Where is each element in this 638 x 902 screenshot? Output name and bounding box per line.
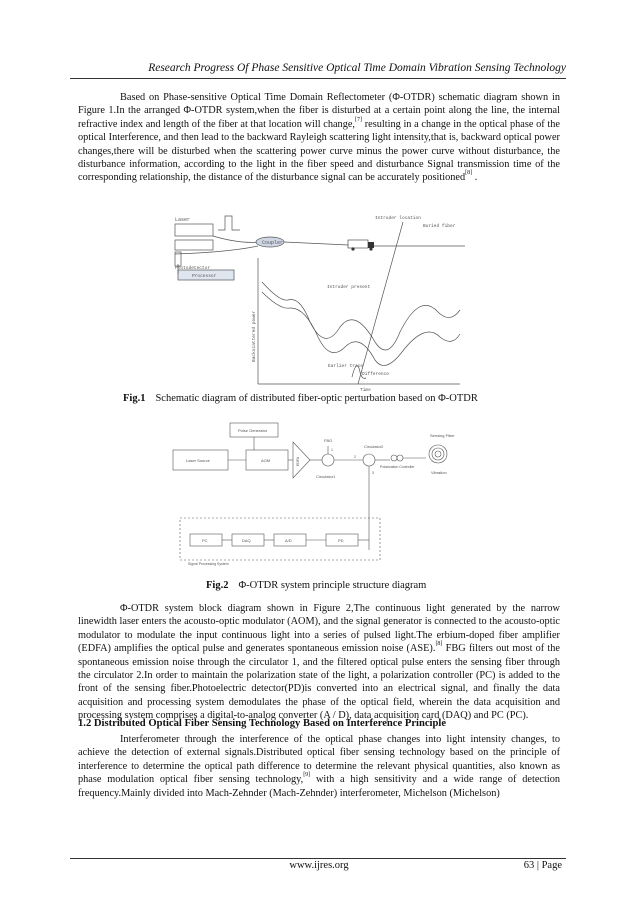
figure-2-label: Fig.2 [206,580,229,591]
label-laser-source: Laser Source [186,458,210,463]
footer-rule [70,858,566,859]
figure-2-diagram [168,418,488,568]
label-pd: PD [338,538,344,543]
label-buried-fiber: Buried fiber [423,224,456,229]
intruder-present-curve [262,282,460,350]
truck-cab [368,242,374,248]
pulse-shape [218,216,240,230]
figure-2-caption-text: Φ-OTDR system principle structure diagram [238,580,427,591]
header-rule [70,78,566,79]
label-fbg: FBG [324,438,333,443]
label-processor: Processor [192,274,217,279]
label-difference: Difference [362,372,390,377]
running-header: Research Progress Of Phase Sensitive Optical Time Domain Vibration Sensing Technology [148,62,566,74]
section-heading: 1.2 Distributed Optical Fiber Sensing Technology Based on Interference Principle [78,718,447,729]
figure-2-caption [206,580,426,591]
label-intruder-location: Intruder location [375,216,421,221]
earlier-trace-curve [262,292,460,365]
signal-processing-frame [180,518,380,560]
figure-1-diagram [170,212,470,392]
buried-fiber-line [284,242,465,246]
laser-box-2 [175,240,213,250]
label-edfa: EDFA [296,456,300,466]
label-coupler: Coupler [262,240,284,246]
label-sensing-fiber: Sensing Fiber [430,433,455,438]
label-polarization-controller: Polarization Controller [380,465,415,469]
figure-1-caption-text: Schematic diagram of distributed fiber-optic perturbation based on Φ-OTDR [155,393,478,404]
label-port-1: 1 [331,448,333,452]
truck-icon [348,240,368,248]
figure-1-label: Fig.1 [123,393,146,404]
label-intruder-present: Intruder present [327,285,371,290]
label-aom: AOM [261,458,271,463]
label-ad: A/D [285,538,292,543]
circulator2-shape [363,454,375,466]
para1-text-b: resulting in a change in the optical phase of the optical Interference, and then lead to the backward Rayleigh scattering light intensity,that is, backward optical power changes,there will be disturbed when the scattering power curve minus the power curve without disturbance, the disturbance information, according to the light in the fiber speed and disturbance Signal transmission time of the corresponding relationship, the distance of the disturbance signal can be accurately positioned [78,118,560,184]
paragraph-1 [78,91,560,185]
citation-8[interactable]: [8] [465,170,473,177]
para1-text-a: Based on Phase-sensitive Optical Time Domain Reflectometer (Φ-OTDR) schematic diagram shown in Figure 1.In the arranged Φ-OTDR system,when the fiber is disturbed at a certain point along the line, the internal refractive index and length of the fiber at that location will change, [78,92,560,130]
figure-1-caption [123,393,478,404]
para1-text-c: . [472,172,478,184]
label-port-2: 2 [354,455,356,459]
para3-text-b: with a high sensitivity and a wide range of detection frequency.Mainly divided into Mach-Zehnder (Mach-Zehnder) interferometer, Michelson (Michelson) [78,774,560,799]
label-pc: PC [202,538,208,543]
paragraph-2 [78,602,560,723]
label-photodetector: Photodetector [175,266,211,271]
footer-url[interactable]: www.ijres.org [289,860,349,871]
para2-text-b: FBG filters out most of the spontaneous emission noise through the circulator 1, and the filtered optical pulse enters the sensing fiber through the circulator 2.In order to maintain the polarization state of the light, a polarization controller (PC) is added to the front of the sensing fiber.Photoelectric detector(PD)is converted into an electrical signal, and finally the data acquisition and processing system demodulates the phase of the optical field, wherein the data acquisition and processing system comprises a digital-to-analog converter (A / D), data acquisition card (DAQ) and PC (PC). [78,643,560,722]
paragraph-3 [78,733,560,800]
page-number: 63 | Page [523,860,562,871]
citation-9[interactable]: [9] [303,772,311,779]
label-pulse-generator: Pulse Generator [238,428,268,433]
label-daq: DAQ [242,538,251,543]
label-vibration: Vibration [431,470,447,475]
laser-fiber [213,236,260,242]
label-laser: Laser [175,217,191,223]
label-x-axis: Time [360,388,371,392]
laser-box [175,224,213,236]
label-circulator1: Circulator1 [316,474,336,479]
para2-text-a: Φ-OTDR system block diagram shown in Figure 2,The continuous light generated by the narrow linewidth laser enters the acousto-optic modulator (AOM), and the signal generator is connected to the acousto-optic modulator to modulate the input continuous light into a series of pulsed light.The erbium-doped fiber amplifier (EDFA) amplifies the optical pulse and generates spontaneous emission noise (ASE). [78,603,560,655]
label-circulator2: Circulator2 [364,444,384,449]
para3-text-a: Interferometer through the interference of the optical phase changes into light intensity changes, to achieve the detection of external signals.Distributed optical fiber sensing technology based on the principle of interference to determine the optical path difference to determine the relevant physical quantities, also known as phase modulation optical fiber sensing technology, [78,734,560,786]
citation-7[interactable]: [7] [355,116,363,123]
circulator1-shape [322,454,334,466]
label-signal-processing: Signal Processing System [188,562,229,566]
label-earlier-trace: Earlier trace [328,364,364,369]
label-port-3: 3 [372,471,374,475]
label-y-axis: Backscattered power [252,310,257,362]
citation-8b[interactable]: [8] [435,641,443,648]
